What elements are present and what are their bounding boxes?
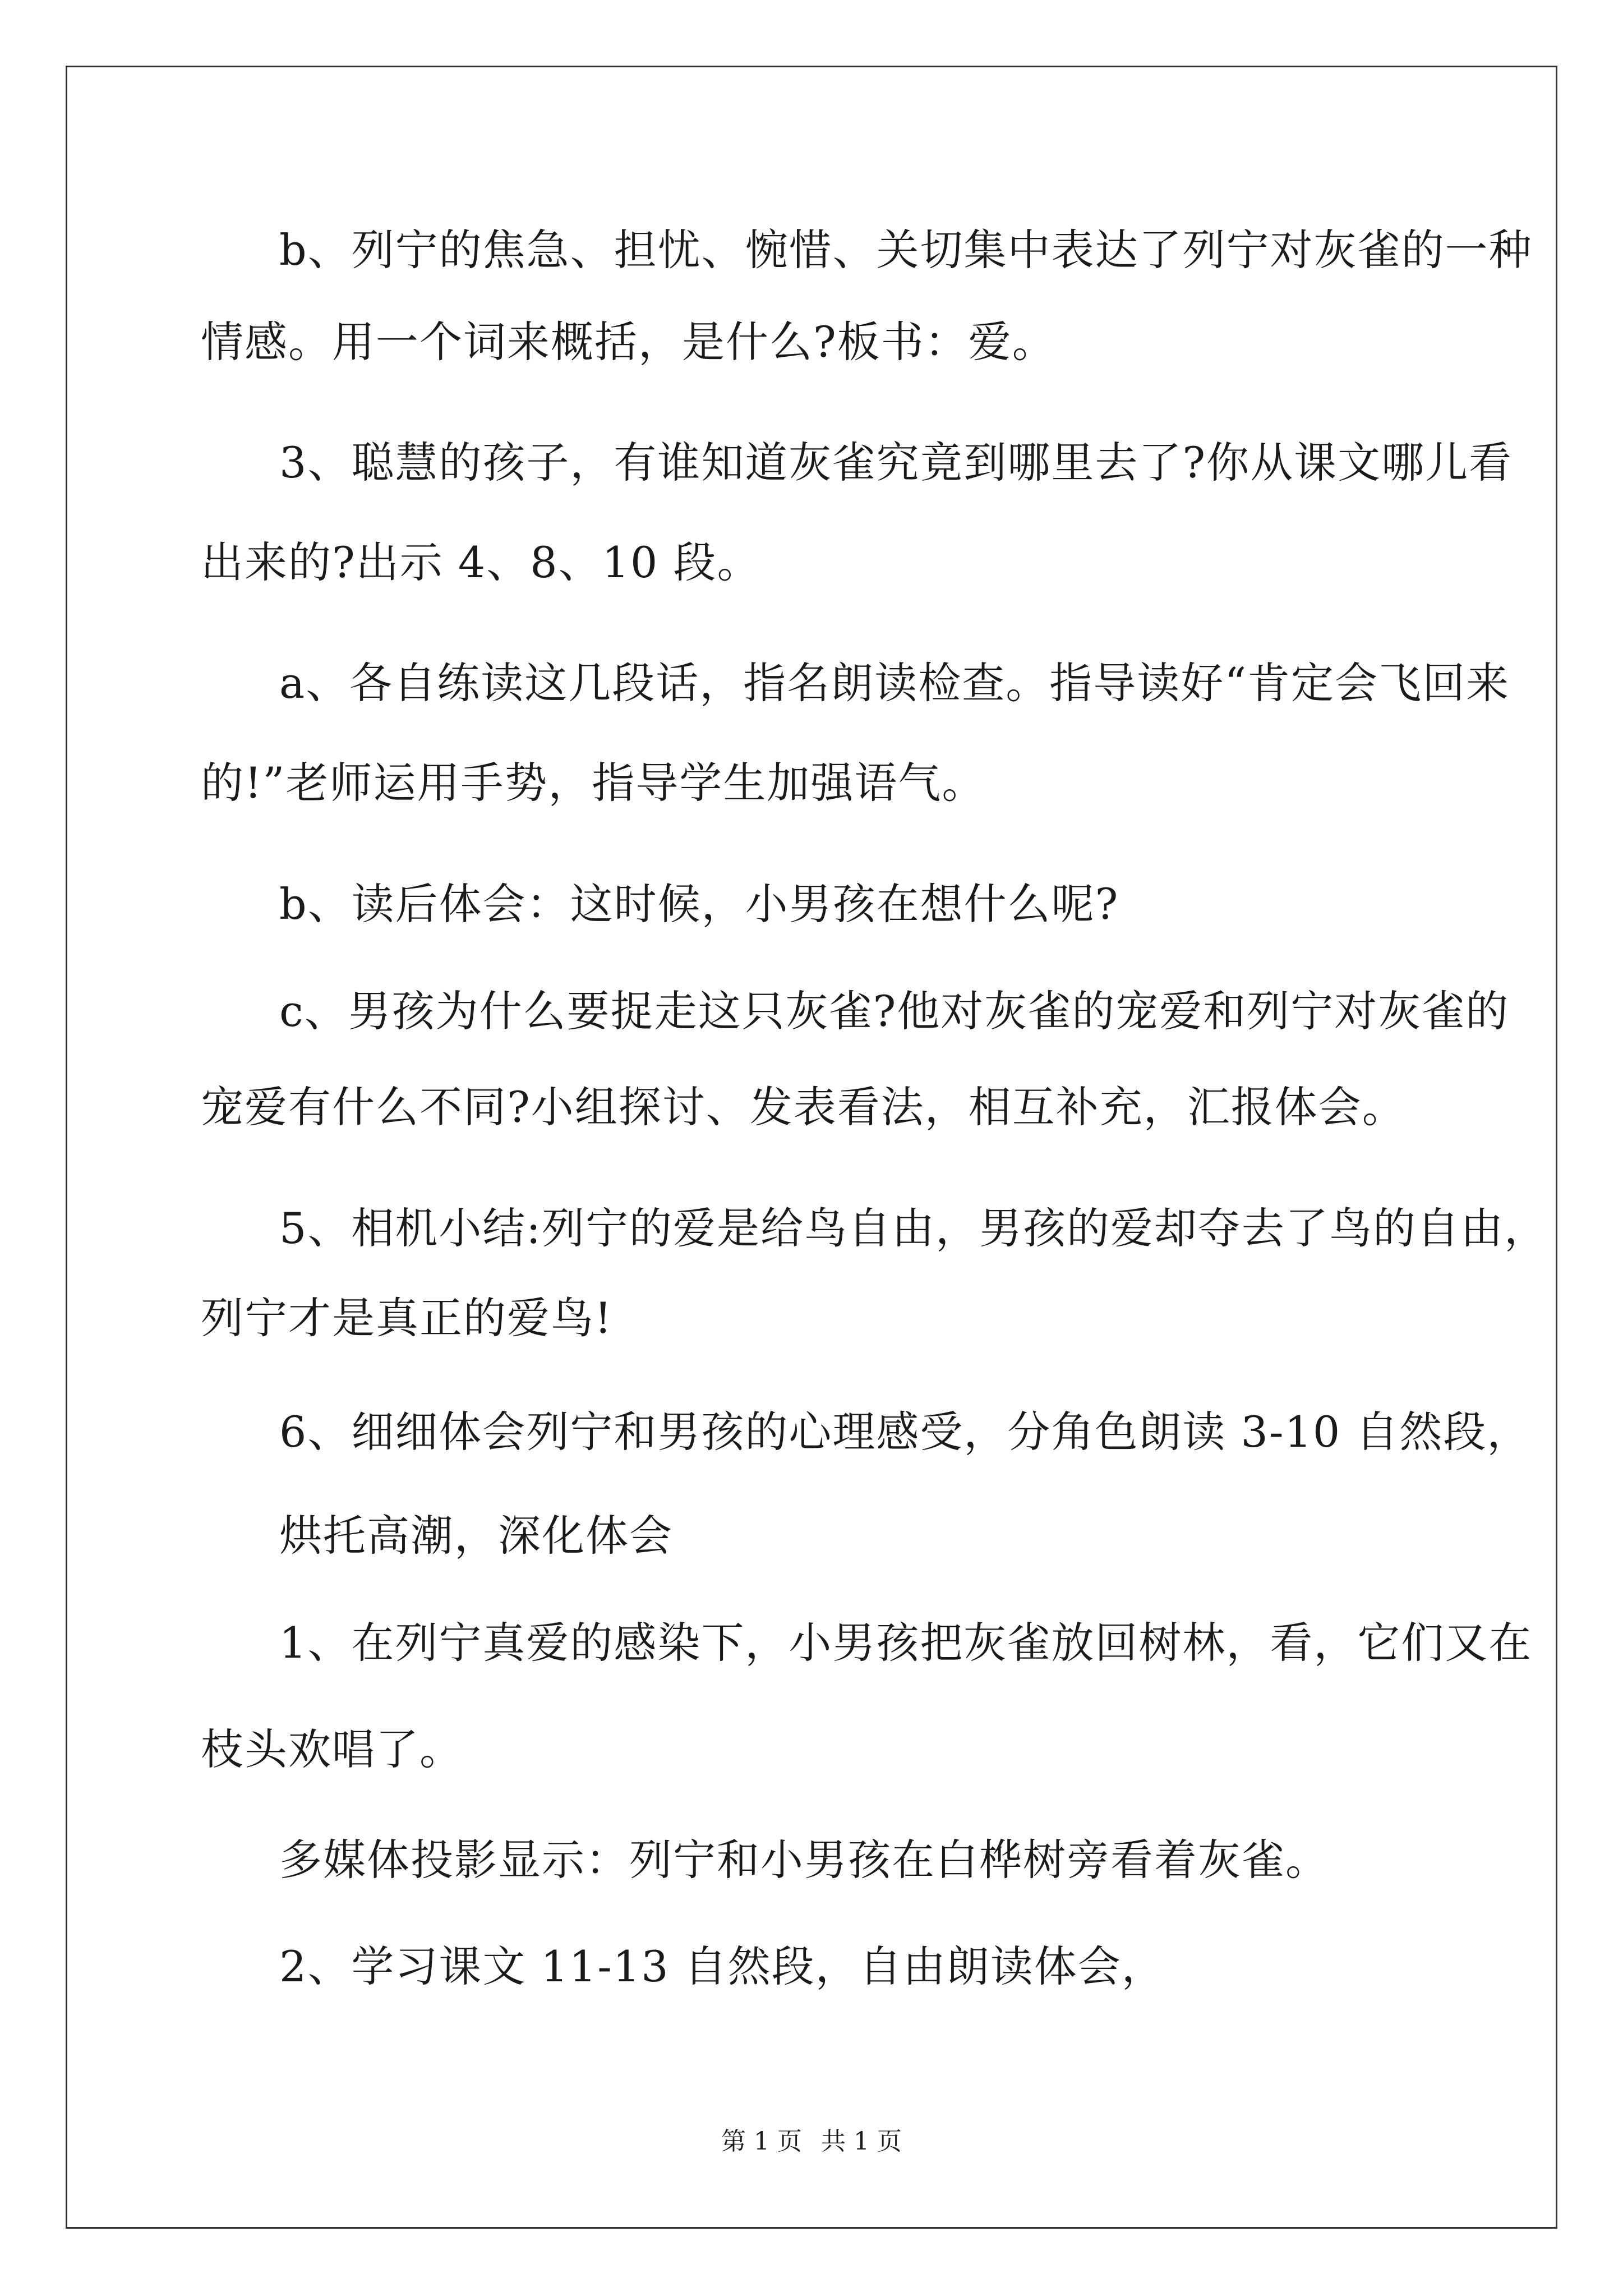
paragraph-line: 情感。用一个词来概括，是什么?板书：爱。 — [201, 317, 1056, 367]
paragraph-line: 5、相机小结:列宁的爱是给鸟自由，男孩的爱却夺去了鸟的自由， — [279, 1203, 1548, 1253]
paragraph-line: a、各自练读这几段话，指名朗读检查。指导读好“肯定会飞回来 — [279, 658, 1510, 708]
paragraph-line: 宠爱有什么不同?小组探讨、发表看法，相互补充，汇报体会。 — [201, 1082, 1406, 1132]
page-footer — [0, 2126, 1623, 2157]
paragraph-line: 的!”老师运用手势，指导学生加强语气。 — [201, 758, 986, 808]
paragraph-line: 出来的?出示 4、8、10 段。 — [201, 537, 761, 587]
paragraph-line: 6、细细体会列宁和男孩的心理感受，分角色朗读 3-10 自然段， — [279, 1407, 1531, 1457]
paragraph-line: b、读后体会：这时候，小男孩在想什么呢? — [279, 879, 1119, 929]
paragraph-line: 多媒体投影显示：列宁和小男孩在白桦树旁看着灰雀。 — [279, 1835, 1329, 1885]
page-total: 共 1 页 — [821, 2127, 902, 2156]
page-number: 第 1 页 — [721, 2127, 802, 2156]
paragraph-line: 烘托高潮，深化体会 — [279, 1511, 673, 1561]
paragraph-line: 1、在列宁真爱的感染下，小男孩把灰雀放回树林，看，它们又在 — [279, 1618, 1533, 1668]
paragraph-line: c、男孩为什么要捉走这只灰雀?他对灰雀的宠爱和列宁对灰雀的 — [279, 986, 1510, 1036]
page-border — [66, 66, 1557, 2229]
paragraph-line: 列宁才是真正的爱鸟! — [201, 1293, 613, 1343]
paragraph-line: b、列宁的焦急、担忧、惋惜、关切集中表达了列宁对灰雀的一种 — [279, 225, 1533, 275]
paragraph-line: 3、聪慧的孩子，有谁知道灰雀究竟到哪里去了?你从课文哪儿看 — [279, 438, 1513, 487]
paragraph-line: 2、学习课文 11-13 自然段，自由朗读体会， — [279, 1941, 1165, 1991]
paragraph-line: 枝头欢唱了。 — [201, 1724, 463, 1774]
